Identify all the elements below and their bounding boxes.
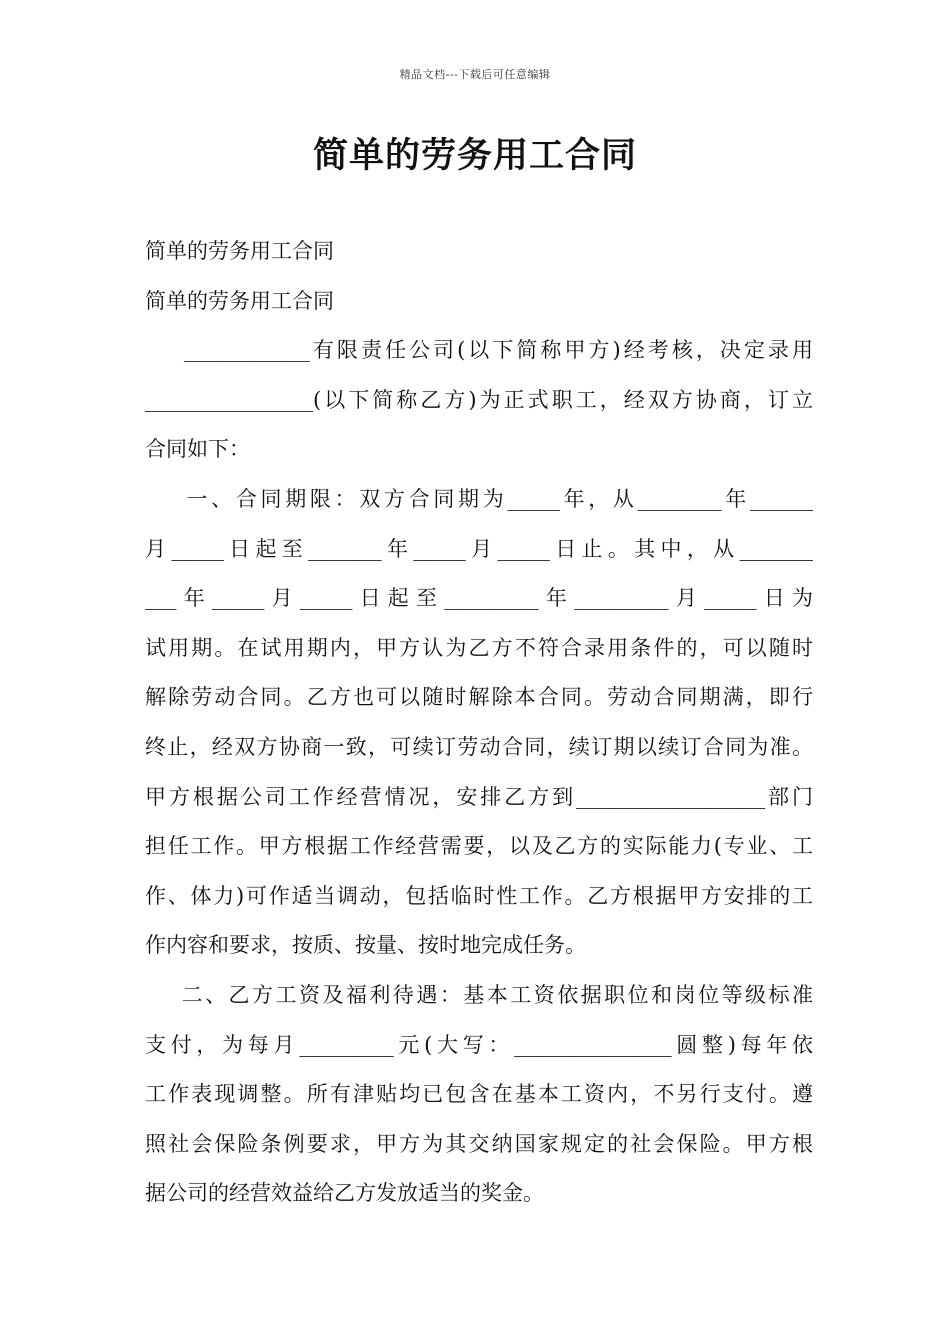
body-line: 合同如下： [145,437,250,461]
document-title: 简单的劳务用工合同 [312,135,637,176]
body-line: 担任工作。甲方根据工作经营需要，以及乙方的实际能力(专业、工 [145,834,813,858]
body-line: 甲方根据公司工作经营情况，安排乙方到__________________部门 [145,785,813,809]
body-line: 照社会保险条例要求，甲方为其交纳国家规定的社会保险。甲方根 [145,1132,813,1156]
body-line: 终止，经双方协商一致，可续订劳动合同，续订期以续订合同为准。 [145,735,813,759]
body-line: ____________有限责任公司(以下简称甲方)经考核，决定录用 [145,338,813,362]
body-line: 据公司的经营效益给乙方发放适当的奖金。 [145,1181,544,1205]
body-line: 试用期。在试用期内，甲方认为乙方不符合录用条件的，可以随时 [145,636,813,660]
body-line: 作、体力)可作适当调动，包括临时性工作。乙方根据甲方安排的工 [145,884,813,908]
body-line: 一、合同期限：双方合同期为_____年，从________年______ [145,487,813,511]
body-line: 支付，为每月_________元(大写：_______________圆整)每年依 [145,1033,813,1057]
body-line: 月_____日起至_______年_____月_____日止。其中，从_______ [145,537,813,561]
body-line: 工作表现调整。所有津贴均已包含在基本工资内，不另行支付。遵 [145,1082,813,1106]
header-note: 精品文档---下载后可任意编辑 [399,68,551,81]
body-line: ___年_____月_____日起至_________年_________月_____日为 [145,586,813,610]
body-line: 简单的劳务用工合同 [145,239,334,263]
body-line: 简单的劳务用工合同 [145,289,334,313]
body-line: 解除劳动合同。乙方也可以随时解除本合同。劳动合同期满，即行 [145,685,813,709]
body-line: 二、乙方工资及福利待遇：基本工资依据职位和岗位等级标准 [145,983,813,1007]
body-line: 作内容和要求，按质、按量、按时地完成任务。 [145,933,586,957]
body-line: ________________(以下简称乙方)为正式职工，经双方协商，订立 [145,388,813,412]
